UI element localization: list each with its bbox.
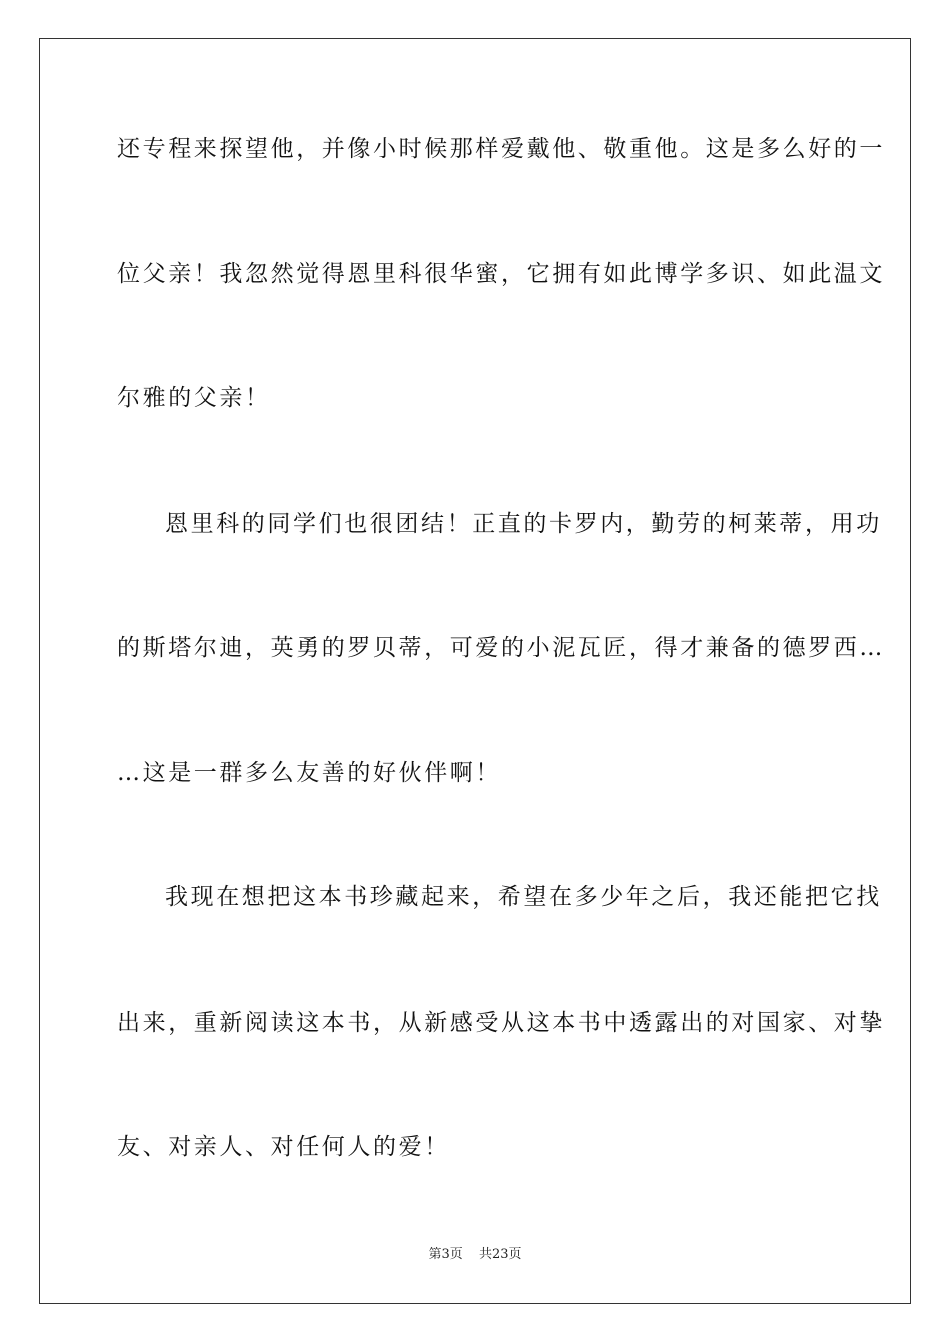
paragraph-line: 出来，重新阅读这本书，从新感受从这本书中透露出的对国家、对挚	[117, 1010, 885, 1036]
page-total: 共23页	[478, 1247, 522, 1262]
page-border	[39, 38, 911, 1304]
paragraph-line: 的斯塔尔迪，英勇的罗贝蒂，可爱的小泥瓦匠，得才兼备的德罗西…	[117, 635, 885, 661]
paragraph-line: 友、对亲人、对任何人的爱！	[117, 1134, 450, 1160]
paragraph-line: 还专程来探望他，并像小时候那样爱戴他、敬重他。这是多么好的一	[117, 136, 885, 162]
page-number: 第3页	[428, 1247, 463, 1262]
paragraph-line: 位父亲！我忽然觉得恩里科很华蜜，它拥有如此博学多识、如此温文	[117, 261, 885, 287]
paragraph-line: 我现在想把这本书珍藏起来，希望在多少年之后，我还能把它找	[165, 884, 882, 910]
page-footer	[0, 1246, 950, 1264]
paragraph-line: …这是一群多么友善的好伙伴啊！	[117, 760, 501, 786]
paragraph-line: 恩里科的同学们也很团结！正直的卡罗内，勤劳的柯莱蒂，用功	[165, 511, 882, 537]
paragraph-line: 尔雅的父亲！	[117, 385, 271, 411]
